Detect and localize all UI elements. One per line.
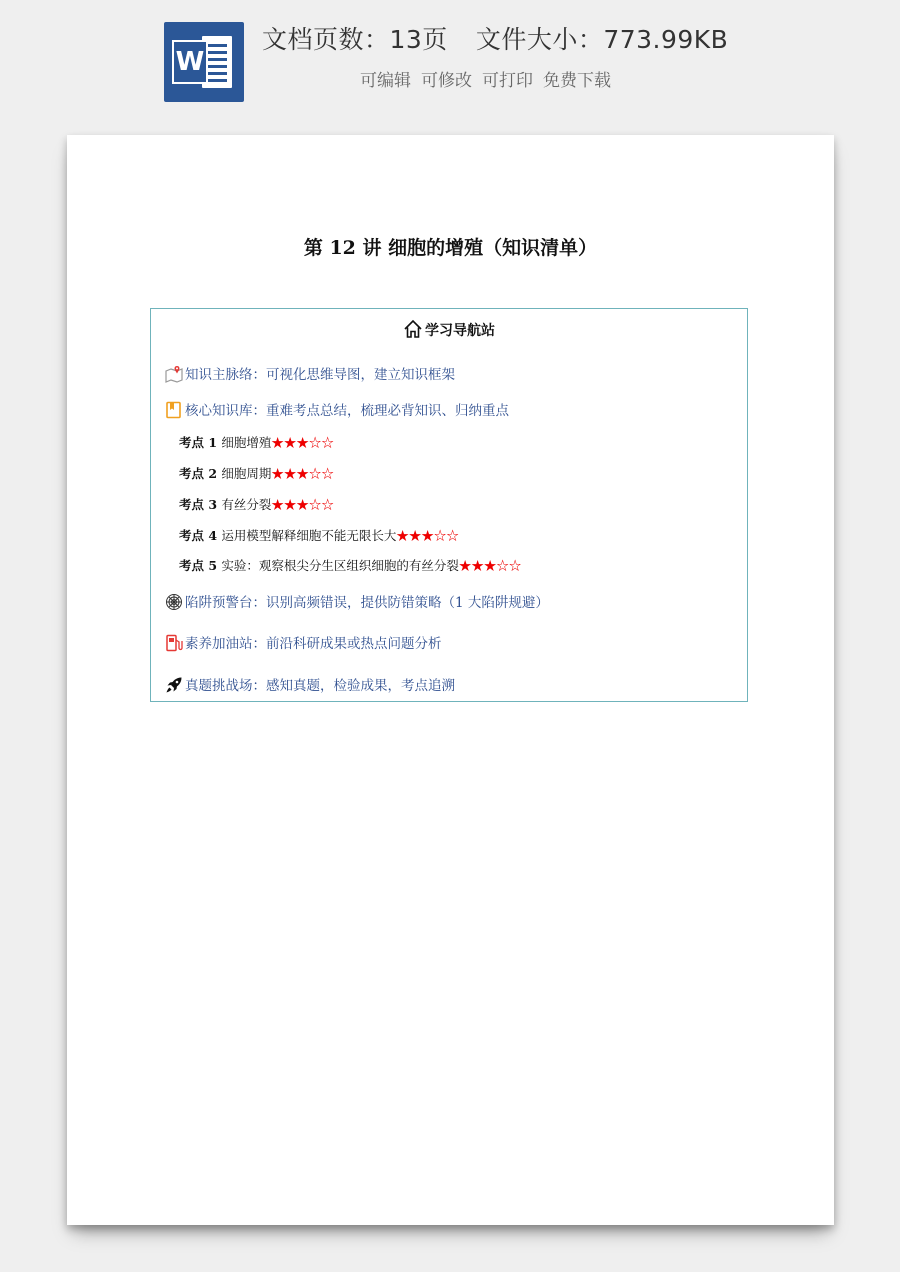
key-point-3 bbox=[179, 495, 334, 513]
section-exam-challenge bbox=[165, 674, 455, 694]
rocket-icon bbox=[165, 676, 183, 694]
learning-nav-box bbox=[150, 308, 748, 702]
nav-title-text: 学习导航站 bbox=[425, 323, 495, 339]
feature-tags bbox=[360, 66, 760, 91]
section-trap-warning bbox=[165, 591, 549, 611]
key-point-label: 考点 4 bbox=[179, 528, 222, 543]
nav-title bbox=[151, 319, 747, 340]
file-size: 文件大小：773.99KB bbox=[475, 25, 729, 54]
home-icon bbox=[403, 319, 423, 339]
key-point-text: 细胞周期 bbox=[221, 466, 272, 481]
key-point-label: 考点 5 bbox=[179, 558, 222, 573]
page-title: 第 12 讲 细胞的增殖（知识清单） bbox=[303, 237, 598, 259]
page-count: 文档页数：13页 bbox=[262, 25, 448, 54]
tag-editable: 可编辑 bbox=[360, 71, 411, 91]
logo-letter: W bbox=[172, 40, 208, 84]
tag-free-download: 免费下载 bbox=[543, 71, 611, 91]
tag-printable: 可打印 bbox=[482, 71, 533, 91]
word-logo-icon bbox=[164, 22, 244, 102]
section-literacy-boost bbox=[165, 632, 442, 652]
file-info bbox=[262, 20, 782, 56]
section-literacy-boost-text: 素养加油站：前沿科研成果或热点问题分析 bbox=[185, 636, 442, 652]
section-mind-map-text: 知识主脉络：可视化思维导图，建立知识框架 bbox=[185, 367, 455, 383]
key-point-text: 实验：观察根尖分生区组织细胞的有丝分裂 bbox=[221, 558, 459, 573]
document-page bbox=[67, 135, 834, 1225]
key-point-5 bbox=[179, 556, 521, 574]
key-point-4 bbox=[179, 526, 459, 544]
difficulty-stars: ★★★☆☆ bbox=[271, 497, 334, 512]
book-icon bbox=[165, 401, 183, 419]
difficulty-stars: ★★★☆☆ bbox=[271, 466, 334, 481]
tag-modifiable: 可修改 bbox=[421, 71, 472, 91]
key-point-label: 考点 3 bbox=[179, 497, 222, 512]
fuel-pump-icon bbox=[165, 634, 183, 652]
section-core-knowledge bbox=[165, 399, 509, 419]
spider-web-icon bbox=[165, 593, 183, 611]
key-point-label: 考点 1 bbox=[179, 435, 222, 450]
difficulty-stars: ★★★☆☆ bbox=[396, 528, 459, 543]
difficulty-stars: ★★★☆☆ bbox=[271, 435, 334, 450]
key-point-text: 细胞增殖 bbox=[221, 435, 272, 450]
section-core-knowledge-text: 核心知识库：重难考点总结，梳理必背知识、归纳重点 bbox=[185, 403, 509, 419]
key-point-2 bbox=[179, 464, 334, 482]
section-exam-challenge-text: 真题挑战场：感知真题，检验成果，考点追溯 bbox=[185, 678, 455, 694]
section-trap-warning-text: 陷阱预警台：识别高频错误，提供防错策略（1 大陷阱规避） bbox=[185, 595, 549, 611]
header-banner bbox=[0, 0, 900, 120]
key-point-text: 有丝分裂 bbox=[221, 497, 272, 512]
key-point-text: 运用模型解释细胞不能无限长大 bbox=[221, 528, 397, 543]
map-pin-icon bbox=[165, 365, 183, 383]
key-point-label: 考点 2 bbox=[179, 466, 222, 481]
key-point-1 bbox=[179, 433, 334, 451]
section-mind-map bbox=[165, 363, 455, 383]
difficulty-stars: ★★★☆☆ bbox=[458, 558, 522, 573]
